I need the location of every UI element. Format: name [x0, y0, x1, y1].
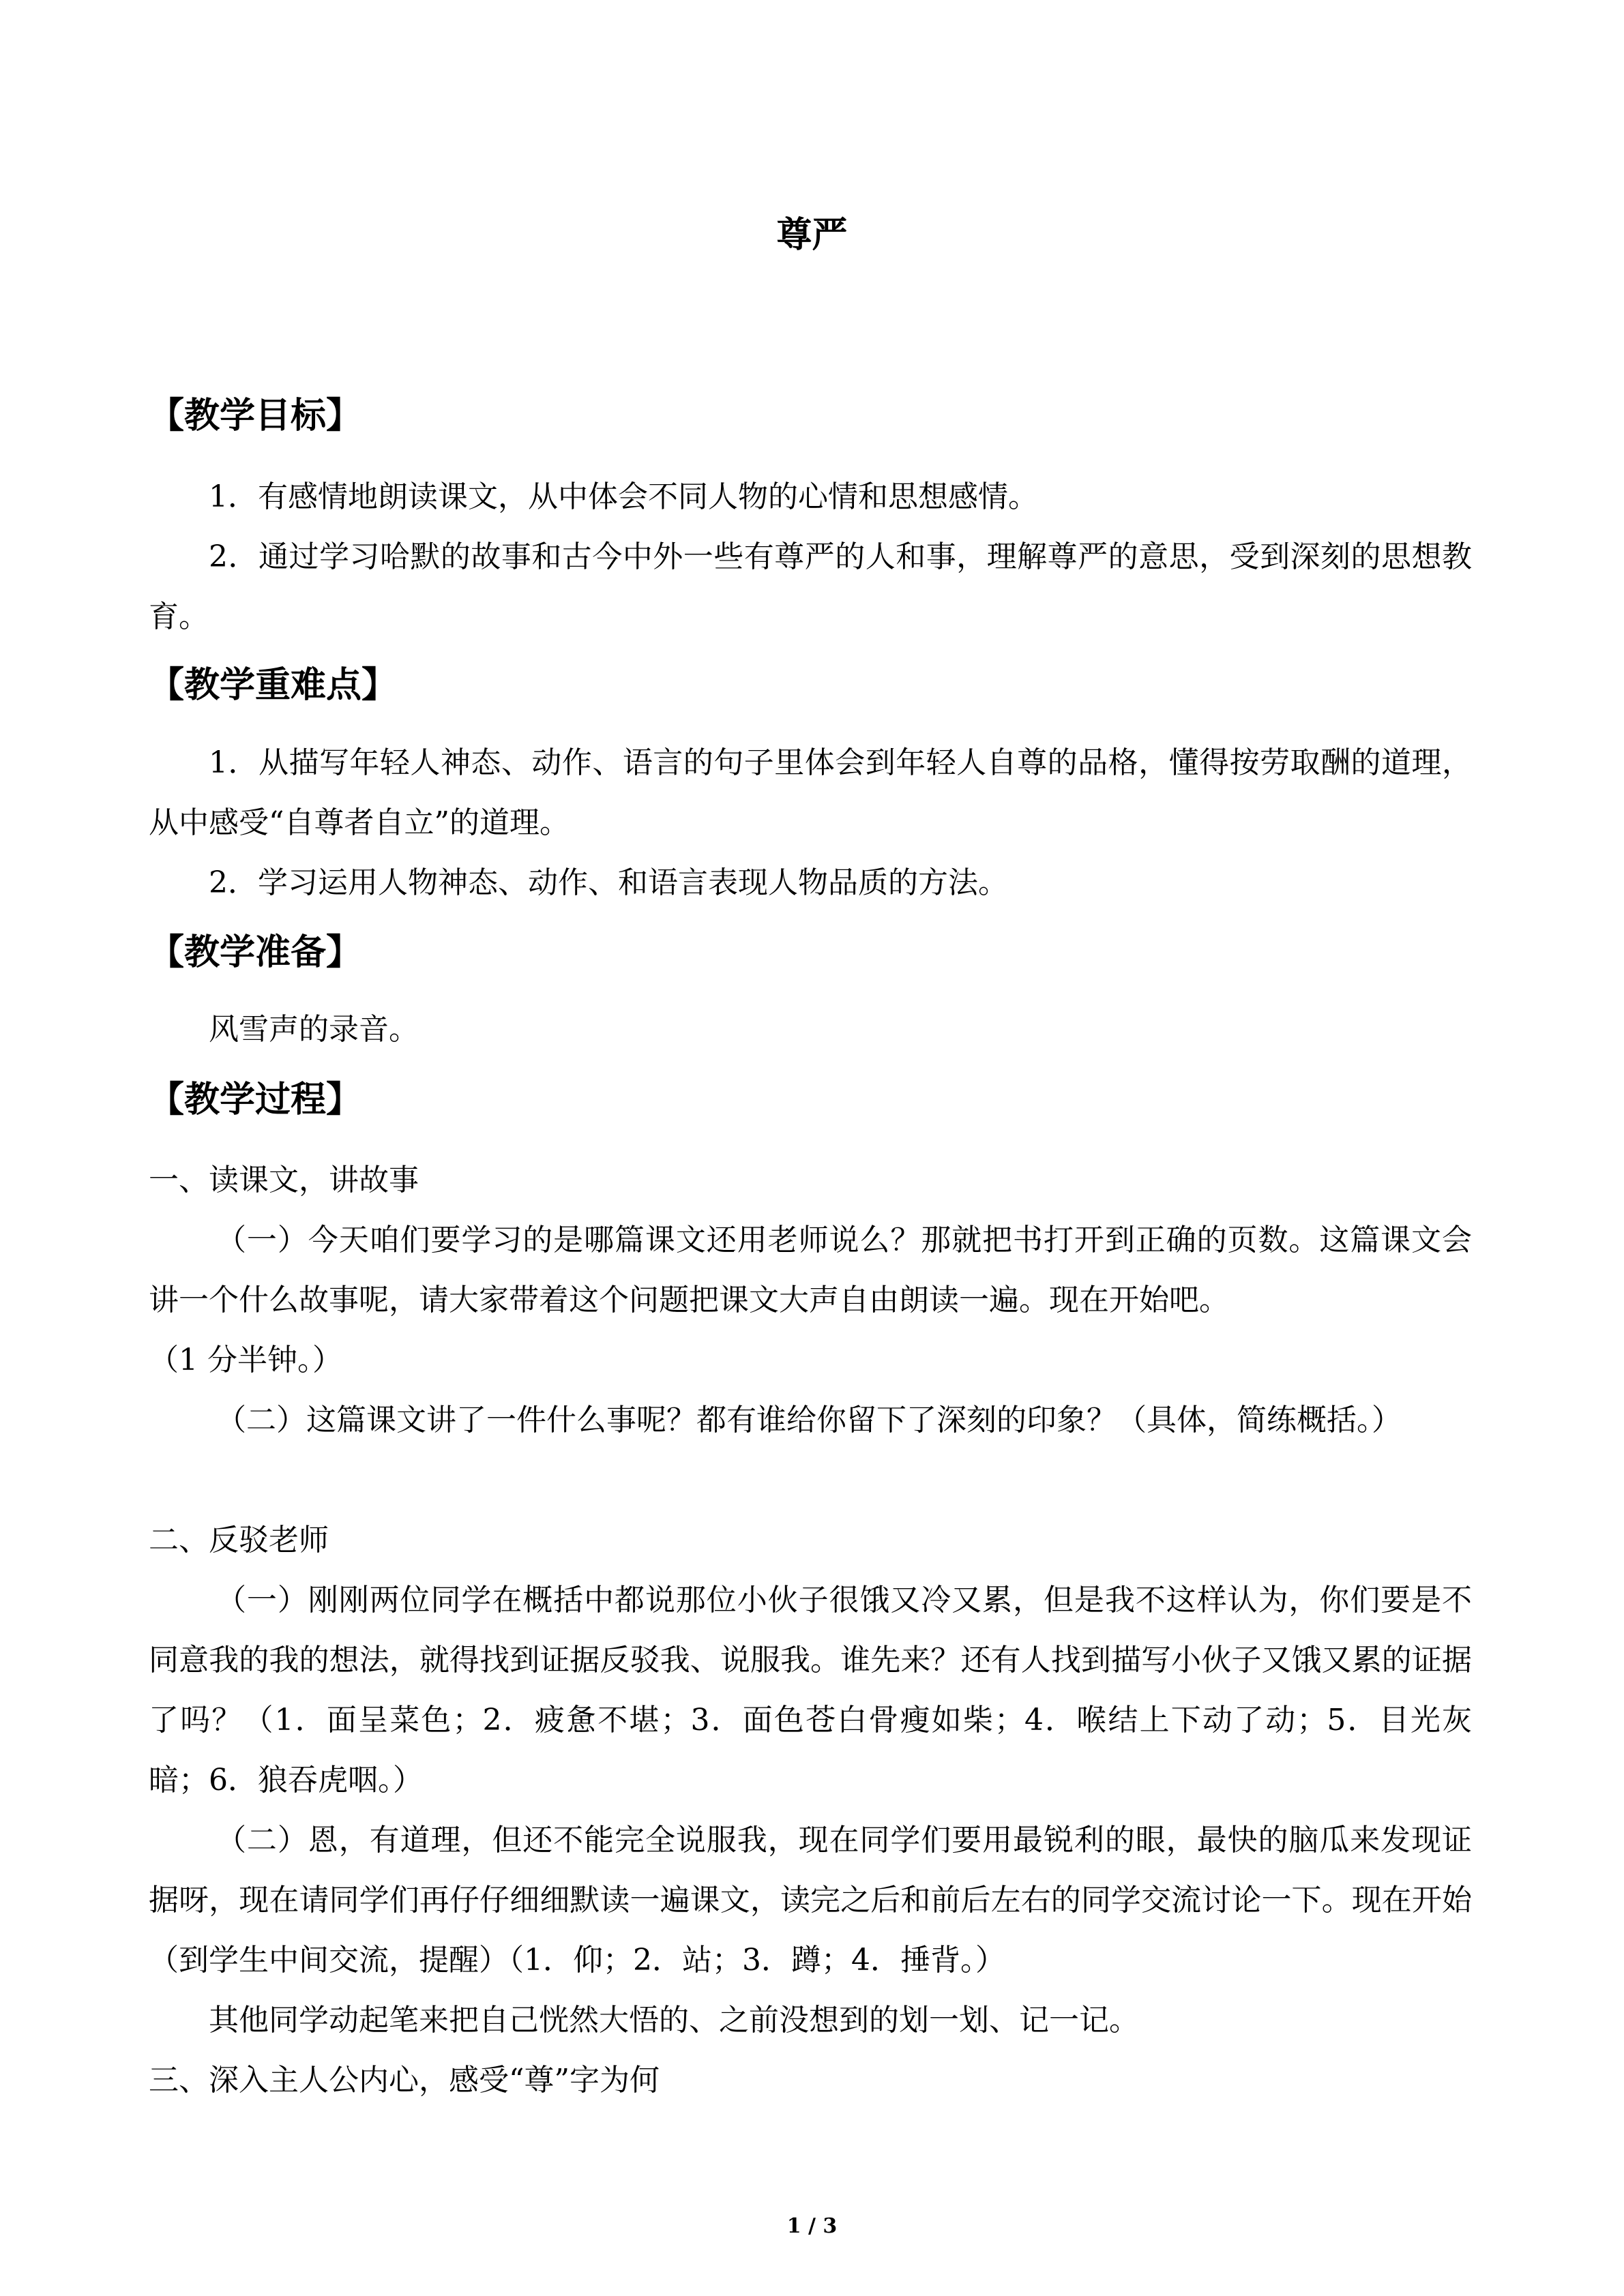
- process-part-1-note: （1 分半钟。）: [149, 1343, 342, 1377]
- process-part-1-paragraph-1: （一）今天咱们要学习的是哪篇课文还用老师说么？那就把书打开到正确的页数。这篇课文会讲一个什么故事呢，请大家带着这个问题把课文大声自由朗读一遍。现在开始吧。: [149, 1223, 1472, 1317]
- document-title: 尊严: [776, 214, 848, 256]
- process-part-2-title: 二、反驳老师: [149, 1523, 329, 1557]
- preparation-text: 风雪声的录音。: [209, 1012, 419, 1047]
- section-heading-key-points: 【教学重难点】: [149, 664, 398, 706]
- process-part-2-paragraph-3: 其他同学动起笔来把自己恍然大悟的、之前没想到的划一划、记一记。: [209, 2003, 1139, 2038]
- page-indicator: 1 / 3: [786, 2214, 838, 2238]
- goal-item-2: 2．通过学习哈默的故事和古今中外一些有尊严的人和事，理解尊严的意思，受到深刻的思想教育。: [149, 539, 1472, 634]
- key-point-item-1: 1．从描写年轻人神态、动作、语言的句子里体会到年轻人自尊的品格，懂得按劳取酬的道理，从中感受“自尊者自立”的道理。: [149, 745, 1472, 840]
- section-heading-preparation: 【教学准备】: [149, 931, 362, 973]
- section-heading-process: 【教学过程】: [149, 1079, 362, 1120]
- process-part-2-paragraph-2: （二）恩，有道理，但还不能完全说服我，现在同学们要用最锐利的眼，最快的脑瓜来发现证据呀，现在请同学们再仔仔细细默读一遍课文，读完之后和前后左右的同学交流讨论一下。现在开始（到学生中间交流，提醒）（1．仰；2．站；3．蹲；4．捶背。）: [149, 1823, 1472, 1978]
- process-part-3-title: 三、深入主人公内心，感受“尊”字为何: [149, 2063, 660, 2098]
- goal-item-1: 1．有感情地朗读课文，从中体会不同人物的心情和思想感情。: [209, 479, 1038, 514]
- section-heading-goals: 【教学目标】: [149, 395, 362, 436]
- process-part-2-paragraph-1: （一）刚刚两位同学在概括中都说那位小伙子很饿又冷又累，但是我不这样认为，你们要是不同意我的我的想法，就得找到证据反驳我、说服我。谁先来？还有人找到描写小伙子又饿又累的证据了吗？（1．面呈菜色；2．疲惫不堪；3．面色苍白骨瘦如柴；4．喉结上下动了动；5．目光灰暗；6．狼吞虎咽。）: [149, 1583, 1472, 1798]
- process-part-1-title: 一、读课文，讲故事: [149, 1163, 419, 1197]
- process-part-1-paragraph-2: （二）这篇课文讲了一件什么事呢？都有谁给你留下了深刻的印象？（具体，简练概括。）: [216, 1403, 1402, 1437]
- key-point-item-2: 2．学习运用人物神态、动作、和语言表现人物品质的方法。: [209, 865, 1008, 900]
